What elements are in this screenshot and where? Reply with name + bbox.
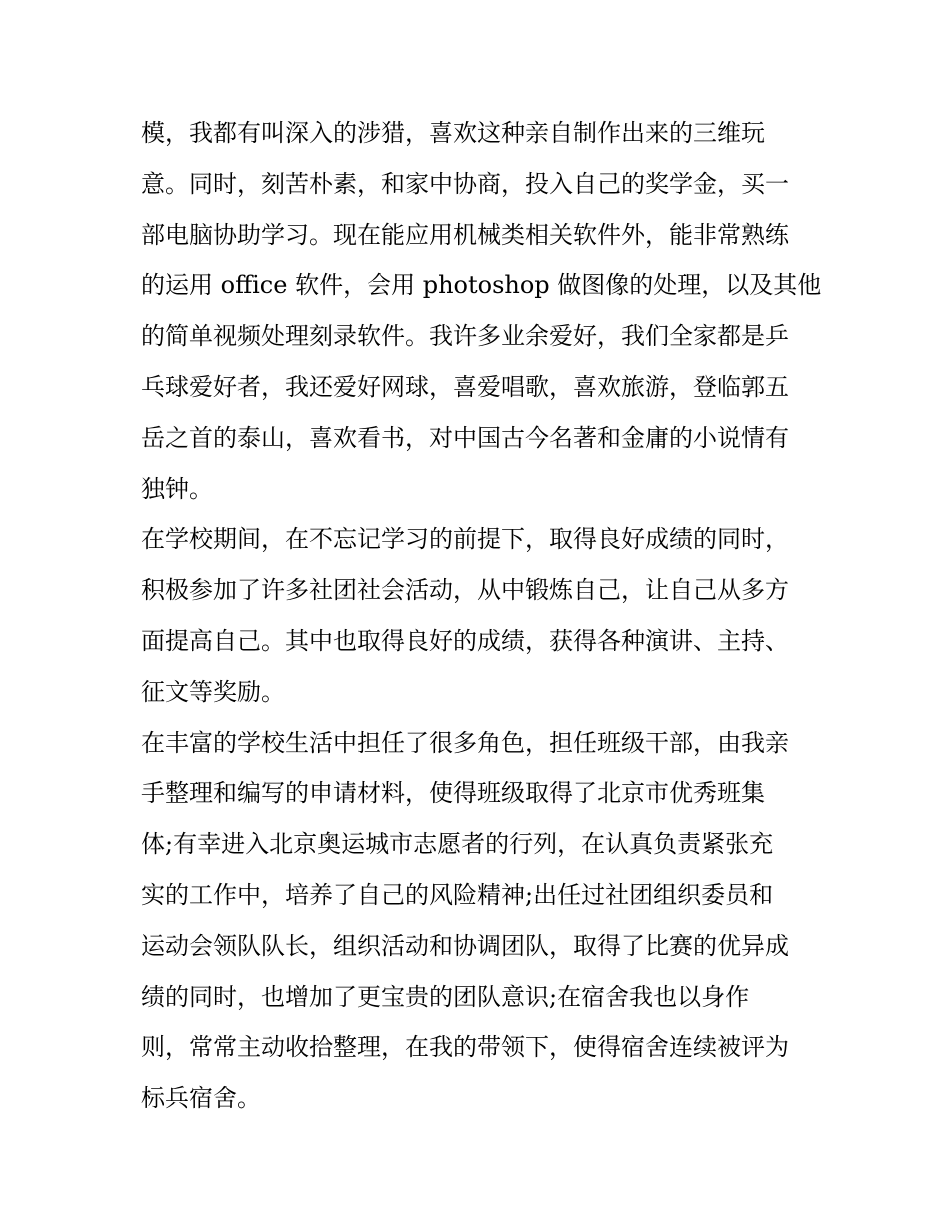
text-line: 体;有幸进入北京奥运城市志愿者的行列，在认真负责紧张充 bbox=[141, 830, 774, 859]
text-line: 模，我都有叫深入的涉猎，喜欢这种亲自制作出来的三维玩 bbox=[141, 119, 765, 147]
text-line: 积极参加了许多社团社会活动，从中锻炼自己，让自己从多方 bbox=[141, 576, 789, 605]
text-line: 运动会领队队长，组织活动和协调团队，取得了比赛的优异成 bbox=[141, 931, 789, 960]
text-line: 在学校期间，在不忘记学习的前提下，取得良好成绩的同时， bbox=[141, 525, 789, 554]
text-line: 独钟。 bbox=[141, 474, 213, 503]
text-line: 面提高自己。其中也取得良好的成绩，获得各种演讲、主持、 bbox=[141, 626, 789, 655]
text-line: 则，常常主动收拾整理，在我的带领下，使得宿舍连续被评为 bbox=[141, 1033, 789, 1062]
text-line: 标兵宿舍。 bbox=[141, 1084, 261, 1113]
text-line: 的简单视频处理刻录软件。我许多业余爱好，我们全家都是乒 bbox=[141, 322, 789, 351]
text-line: 意。同时，刻苦朴素，和家中协商，投入自己的奖学金，买一 bbox=[141, 169, 789, 198]
text-line: 手整理和编写的申请材料，使得班级取得了北京市优秀班集 bbox=[141, 779, 765, 808]
text-line: 乓球爱好者，我还爱好网球，喜爱唱歌，喜欢旅游，登临郭五 bbox=[141, 372, 789, 401]
document-body bbox=[141, 108, 821, 1124]
text-line: 部电脑协助学习。现在能应用机械类相关软件外，能非常熟练 bbox=[141, 220, 789, 249]
text-line: 在丰富的学校生活中担任了很多角色，担任班级干部，由我亲 bbox=[141, 728, 789, 757]
text-line: 绩的同时，也增加了更宝贵的团队意识;在宿舍我也以身作 bbox=[141, 982, 750, 1011]
text-line: 实的工作中，培养了自己的风险精神;出任过社团组织委员和 bbox=[141, 880, 774, 909]
text-line: 岳之首的泰山，喜欢看书，对中国古今名著和金庸的小说情有 bbox=[141, 423, 789, 452]
text-line: 征文等奖励。 bbox=[141, 677, 285, 706]
text-line: 的运用 office 软件，会用 photoshop 做图像的处理，以及其他 bbox=[141, 271, 822, 300]
